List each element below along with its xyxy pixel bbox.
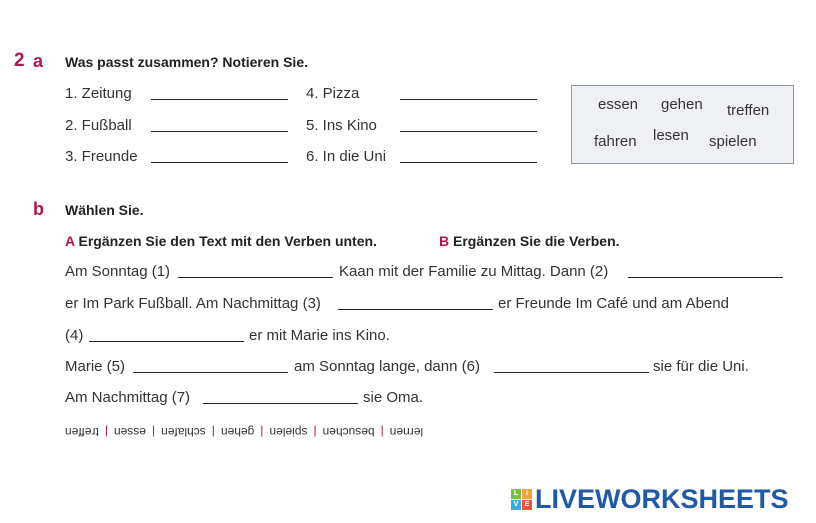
verb-option: gehen [220, 425, 255, 439]
word-box-item: lesen [653, 127, 689, 144]
gap-line-6[interactable] [494, 372, 649, 373]
text-segment: (4) [65, 327, 84, 344]
answer-line[interactable] [400, 131, 537, 132]
item-label: 5. Ins Kino [306, 117, 377, 134]
part-a-letter: a [33, 51, 44, 71]
separator: | [260, 425, 264, 439]
option-b [439, 233, 620, 249]
separator: | [104, 425, 108, 439]
text-segment: er mit Marie ins Kino. [249, 327, 390, 344]
gap-line-1[interactable] [178, 277, 333, 278]
logo-icon [511, 489, 532, 510]
separator: | [380, 425, 384, 439]
text-segment: sie Oma. [363, 389, 424, 406]
verb-option: treffen [65, 425, 99, 439]
item-label: 1. Zeitung [65, 85, 132, 102]
exercise-number: 2 [14, 50, 25, 71]
answer-line[interactable] [151, 99, 288, 100]
logo-icon-cell: V [511, 500, 521, 510]
part-a-instruction: Was passt zusammen? Notieren Sie. [65, 54, 308, 70]
verb-option: schlafen [161, 425, 206, 439]
word-box-item: treffen [727, 102, 770, 119]
gap-line-3[interactable] [338, 309, 493, 310]
option-b-text: Ergänzen Sie die Verben. [453, 233, 620, 249]
item-label: 4. Pizza [306, 85, 360, 102]
verb-option: lernen [389, 425, 424, 439]
option-a-letter: A [65, 233, 75, 249]
text-segment: am Sonntag lange, dann (6) [294, 358, 480, 375]
verb-option: spielen [269, 425, 308, 439]
option-a-text: Ergänzen Sie den Text mit den Verben unten. [78, 233, 377, 249]
separator: | [211, 425, 215, 439]
separator: | [151, 425, 156, 439]
option-a [65, 233, 377, 249]
gap-line-2[interactable] [628, 277, 783, 278]
text-segment: Kaan mit der Familie zu Mittag. Dann (2) [339, 263, 609, 280]
verb-option: essen [113, 425, 146, 439]
logo-icon-cell: I [522, 489, 532, 499]
word-box-item: spielen [709, 133, 757, 150]
word-box-item: gehen [661, 96, 703, 113]
liveworksheets-logo[interactable] [511, 484, 789, 515]
gap-line-7[interactable] [203, 403, 358, 404]
logo-icon-cell: L [511, 489, 521, 499]
option-b-letter: B [439, 233, 450, 249]
text-segment: Am Nachmittag (7) [65, 389, 191, 406]
logo-icon-cell: E [522, 500, 532, 510]
text-segment: sie für die Uni. [653, 358, 749, 375]
word-box [571, 85, 794, 164]
item-label: 2. Fußball [65, 117, 132, 134]
upside-down-verb-list [65, 425, 423, 439]
part-b-instruction: Wählen Sie. [65, 202, 144, 218]
answer-line[interactable] [400, 99, 537, 100]
word-box-item: fahren [594, 133, 637, 150]
part-b-letter: b [33, 199, 44, 219]
word-box-item: essen [598, 96, 639, 113]
separator: | [313, 425, 317, 439]
item-label: 3. Freunde [65, 148, 138, 165]
answer-line[interactable] [151, 162, 288, 163]
gap-line-4[interactable] [89, 341, 244, 342]
text-segment: Am Sonntag (1) [65, 263, 171, 280]
verb-option: besuchen [322, 425, 375, 439]
text-segment: er Freunde Im Café und am Abend [498, 295, 729, 312]
answer-line[interactable] [151, 131, 288, 132]
item-label: 6. In die Uni [306, 148, 387, 165]
gap-line-5[interactable] [133, 372, 288, 373]
logo-text: LIVEWORKSHEETS [535, 484, 789, 514]
text-segment: Marie (5) [65, 358, 126, 375]
answer-line[interactable] [400, 162, 537, 163]
text-segment: er Im Park Fußball. Am Nachmittag (3) [65, 295, 321, 312]
